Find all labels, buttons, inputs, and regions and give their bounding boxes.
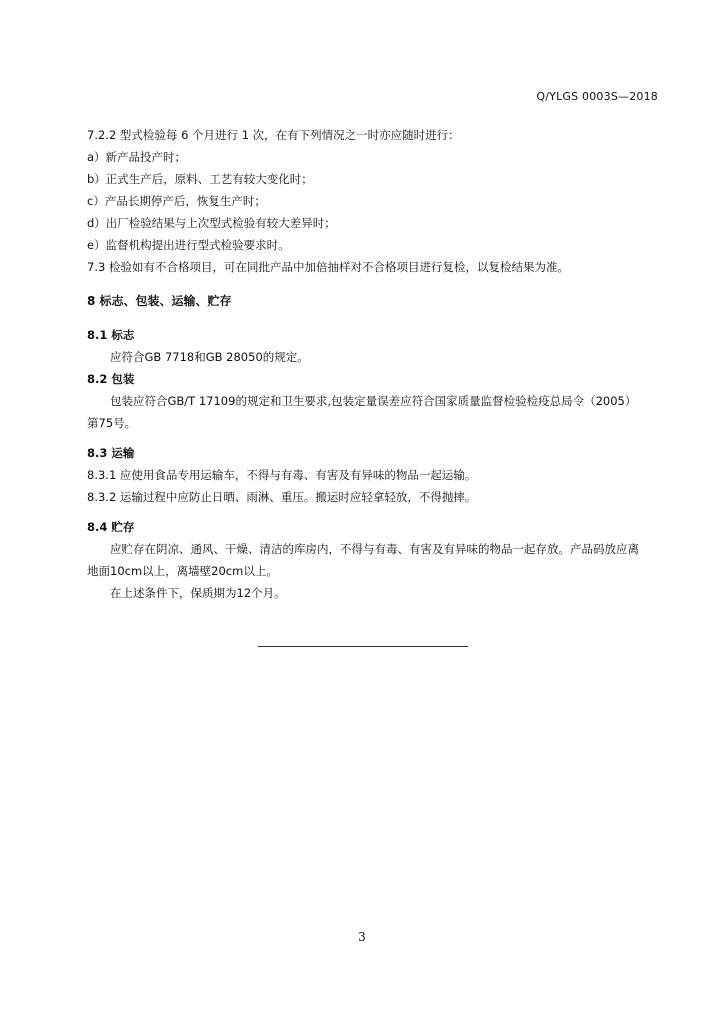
standard-code: Q/YLGS 0003S—2018 xyxy=(536,90,658,103)
list-item: c）产品长期停产后，恢复生产时； xyxy=(87,194,266,208)
list-item: e）监督机构提出进行型式检验要求时。 xyxy=(87,238,290,252)
section-8-2-text: 包装应符合GB/T 17109的规定和卫生要求,包装定量误差应符合国家质量监督检验检疫总局令（2005）第75号。 xyxy=(87,394,637,430)
section-8-1-text: 应符合GB 7718和GB 28050的规定。 xyxy=(110,350,309,364)
section-8-4-heading: 8.4 贮存 xyxy=(87,520,135,534)
document-body xyxy=(87,124,647,604)
section-8-heading: 8 标志、包装、运输、贮存 xyxy=(87,294,232,308)
list-item: b）正式生产后，原料、工艺有较大变化时； xyxy=(87,172,313,186)
section-8-1-heading: 8.1 标志 xyxy=(87,328,135,342)
section-8-2-heading: 8.2 包装 xyxy=(87,372,135,386)
clause-7-2-2: 7.2.2 型式检验每 6 个月进行 1 次，在有下列情况之一时亦应随时进行： xyxy=(87,128,460,142)
page-number: 3 xyxy=(358,930,366,944)
shelf-life-text: 在上述条件下，保质期为12个月。 xyxy=(110,586,286,600)
list-item: d）出厂检验结果与上次型式检验有较大差异时； xyxy=(87,216,336,230)
clause-7-3: 7.3 检验如有不合格项目，可在同批产品中加倍抽样对不合格项目进行复检，以复检结果为准。 xyxy=(87,260,569,274)
clause-8-3-1: 8.3.1 应使用食品专用运输车，不得与有毒、有害及有异味的物品一起运输。 xyxy=(87,468,477,482)
section-8-4-text: 应贮存在阴凉、通风、干燥、清洁的库房内，不得与有毒、有害及有异味的物品一起存放。产品码放应离地面10cm以上，离墙壁20cm以上。 xyxy=(87,542,639,578)
end-rule xyxy=(258,646,468,647)
clause-8-3-2: 8.3.2 运输过程中应防止日晒、雨淋、重压。搬运时应轻拿轻放，不得抛摔。 xyxy=(87,490,477,504)
list-item: a）新产品投产时； xyxy=(87,150,187,164)
section-8-3-heading: 8.3 运输 xyxy=(87,446,135,460)
